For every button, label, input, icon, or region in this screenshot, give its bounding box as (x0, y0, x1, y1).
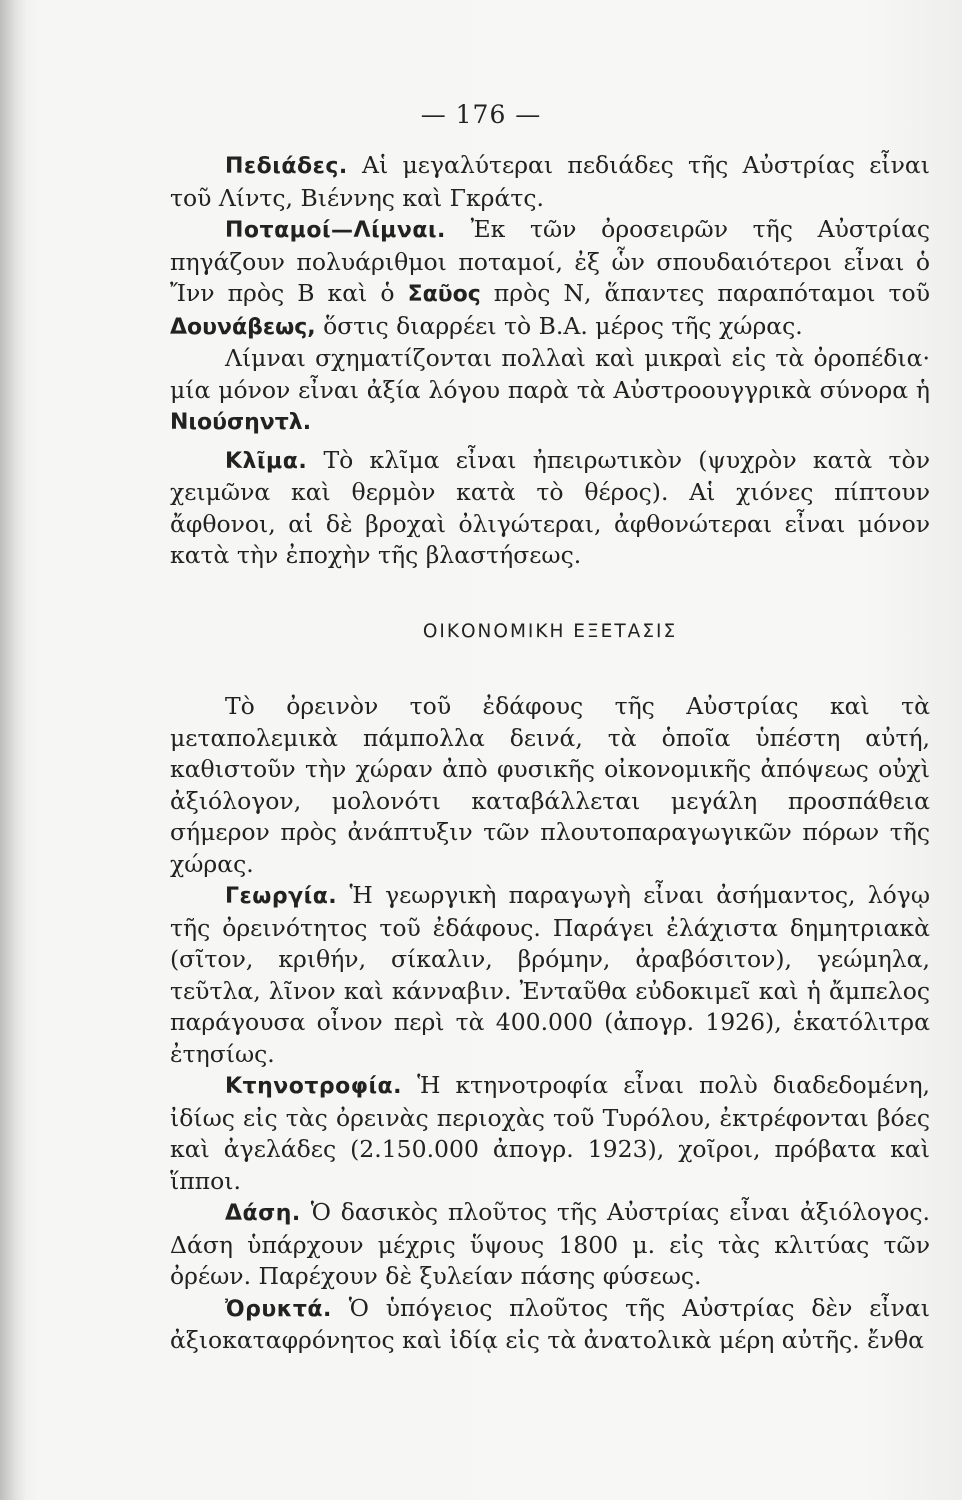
heading-climate: Κλῖμα. (225, 448, 308, 474)
river-sava: Σαῦος (407, 282, 481, 307)
paragraph-lakes (170, 343, 930, 439)
text-rivers-c: ὅστις διαρρέει τὸ Β.Α. μέρος τῆς χώρας. (315, 311, 803, 340)
text-livestock: Ἡ κτηνοτροφία εἶναι πολὺ διαδεδομένη, ἰδίως εἰς τὰς ὀρεινὰς περιοχὰς τοῦ Τυρόλου, ἐκτρέφονται βόες καὶ ἀγελάδες (2.150.000 ἀπογρ. 1923), χοῖροι, πρόβατα καὶ ἵπποι. (170, 1071, 930, 1195)
heading-rivers-lakes: Ποταμοί—Λίμναι. (225, 218, 446, 243)
paragraph-rivers-lakes (170, 214, 930, 343)
text-minerals: Ὁ ὑπόγειος πλοῦτος τῆς Αὐστρίας δὲν εἶναι ἀξιοκαταφρόνητος καὶ ἰδίᾳ εἰς τὰ ἀνατολικὰ μέρη αὐτῆς. ἔνθα (170, 1293, 930, 1354)
heading-plains: Πεδιάδες. (225, 154, 348, 179)
text-plains: Αἱ μεγαλύτεραι πεδιάδες τῆς Αὐστρίας εἶναι τοῦ Λίντς, Βιέννης καὶ Γκράτς. (170, 151, 930, 212)
heading-forests: Δάση. (225, 1201, 301, 1226)
text-economy: Τὸ ὀρεινὸν τοῦ ἐδάφους τῆς Αὐστρίας καὶ τὰ μεταπολεμικὰ πάμπολλα δεινά, τὰ ὁποῖα ὑπέστη αὐτή, καθιστοῦν τὴν χώραν ἀπὸ φυσικῆς οἰκονομικῆς ἀπόψεως οὐχὶ ἀξιόλογον, μολονότι καταβάλλεται μεγάλη προσπάθεια σήμερον πρὸς ἀνάπτυξιν τῶν πλουτοπαραγωγικῶν πόρων τῆς χώρας. (170, 692, 930, 878)
river-danube: Δουνάβεως, (170, 314, 316, 340)
paragraph-plains (170, 150, 930, 214)
page-body (170, 150, 930, 1357)
paragraph-forests (170, 1197, 930, 1293)
section-title: ΟΙΚΟΝΟΜΙΚΗ ΕΞΕΤΑΣΙΣ (422, 620, 678, 642)
text-forests: Ὁ δασικὸς πλοῦτος τῆς Αὐστρίας εἶναι ἀξιόλογος. Δάση ὑπάρχουν μέχρις ὕψους 1800 μ. εἰς τὰς κλιτύας τῶν ὀρέων. Παρέχουν δὲ ξυλείαν πάσης φύσεως. (170, 1198, 930, 1290)
paragraph-livestock (170, 1070, 930, 1197)
text-rivers-b: πρὸς Ν, ἅπαντες παραπόταμοι τοῦ (480, 279, 930, 307)
text-climate: Τὸ κλῖμα εἶναι ἠπειρωτικὸν (ψυχρὸν κατὰ τὸν χειμῶνα καὶ θερμὸν κατὰ τὸ θέρος). Αἱ χιόνες πίπτουν ἄφθονοι, αἱ δὲ βροχαὶ ὀλιγώτεραι, ἀφθονώτεραι εἶναι μόνον κατὰ τὴν ἐποχὴν τῆς βλαστήσεως. (170, 445, 930, 569)
text-lakes: Λίμναι σχηματίζονται πολλαὶ καὶ μικραὶ εἰς τὰ ὀροπέδια· μία μόνον εἶναι ἀξία λόγου παρὰ τὰ Αὐστροουγγρικὰ σύνορα ἡ (170, 344, 930, 404)
heading-minerals: Ὀρυκτά. (225, 1296, 332, 1322)
heading-livestock: Κτηνοτροφία. (225, 1074, 403, 1099)
text-rivers-a: Ἐκ τῶν ὀροσειρῶν τῆς Αὐστρίας πηγάζουν πολυάριθμοι ποταμοί, ἐξ ὧν σπουδαιότεροι εἶναι ὁ Ἴνν πρὸς Β καὶ ὁ (170, 215, 930, 307)
text-agriculture: Ἡ γεωργικὴ παραγωγὴ εἶναι ἀσήμαντος, λόγῳ τῆς ὀρεινότητος τοῦ ἐδάφους. Παράγει ἐλάχιστα δημητριακὰ (σῖτον, κριθήν, σίκαλιν, βρόμην, ἀραβόσιτον), γεώμηλα, τεῦτλα, λῖνον καὶ κάνναβιν. Ἐνταῦθα εὐδοκιμεῖ καὶ ἡ ἄμπελος παράγουσα οἶνον περὶ τὰ 400.000 (ἀπογρ. 1926), ἑκατόλιτρα ἐτησίως. (170, 881, 930, 1068)
heading-agriculture: Γεωργία. (225, 884, 338, 909)
paragraph-agriculture (170, 880, 930, 1070)
paragraph-economy (170, 691, 930, 880)
page-number: — 176 — (420, 100, 542, 129)
spine-shadow (0, 0, 26, 1500)
lake-neusiedl: Νιούσηντλ. (170, 410, 312, 435)
paragraph-climate (170, 445, 930, 572)
paragraph-minerals (170, 1293, 930, 1357)
